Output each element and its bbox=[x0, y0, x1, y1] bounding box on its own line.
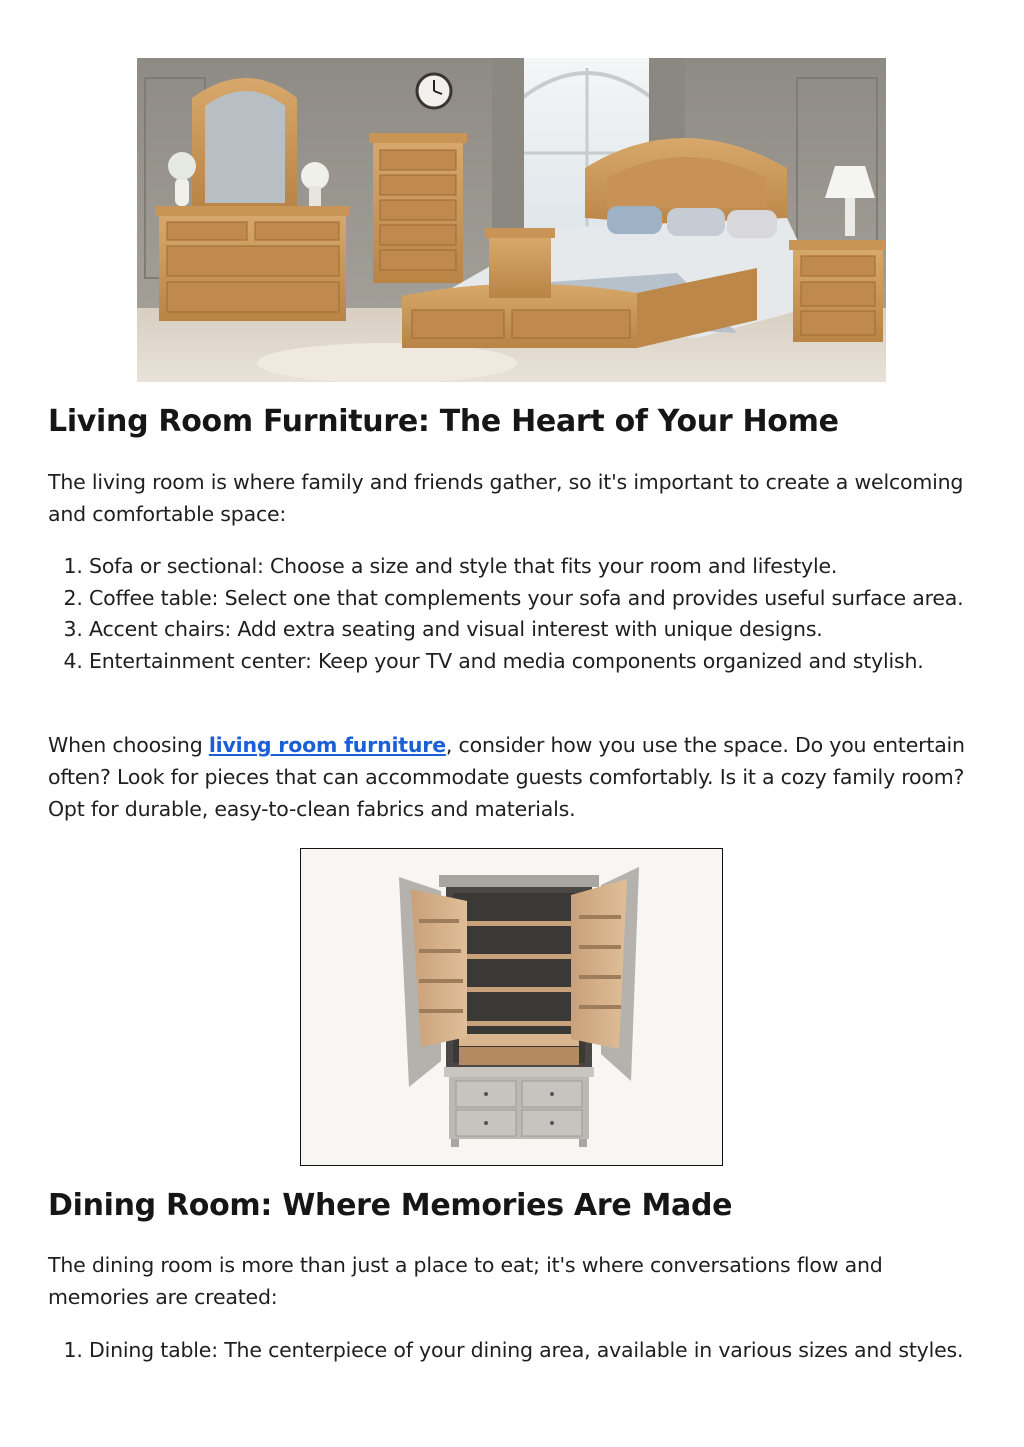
living-room-intro: The living room is where family and friends gather, so it's important to create a welcoming and comfortable space: bbox=[48, 470, 964, 526]
paragraph-text: , consider how you use the space. Do you entertain often? Look for pieces that can accommodate guests comfortably. Is it a cozy family room? Opt for durable, easy-to-clean fabrics and materials. bbox=[48, 733, 965, 821]
dining-room-list bbox=[48, 1335, 989, 1367]
living-room-paragraph bbox=[48, 729, 988, 825]
list-item: 4. Entertainment center: Keep your TV and media components organized and stylish. bbox=[89, 646, 989, 678]
list-item: 1. Sofa or sectional: Choose a size and style that fits your room and lifestyle. bbox=[89, 551, 989, 583]
section-heading-living-room: Living Room Furniture: The Heart of Your Home bbox=[48, 404, 839, 439]
list-item: 1. Dining table: The centerpiece of your dining area, available in various sizes and styles. bbox=[89, 1335, 989, 1367]
dining-room-intro: The dining room is more than just a place to eat; it's where conversations flow and memories are created: bbox=[48, 1253, 883, 1309]
paragraph-text: When choosing bbox=[48, 733, 209, 757]
bedroom-illustration bbox=[137, 58, 886, 382]
bedroom-furniture-image bbox=[137, 58, 886, 382]
list-item: 3. Accent chairs: Add extra seating and visual interest with unique designs. bbox=[89, 614, 989, 646]
pantry-cabinet-image bbox=[300, 848, 723, 1166]
living-room-list bbox=[48, 551, 989, 677]
living-room-furniture-link[interactable]: living room furniture bbox=[208, 733, 446, 757]
section-heading-dining-room: Dining Room: Where Memories Are Made bbox=[48, 1188, 733, 1223]
cabinet-illustration bbox=[301, 849, 722, 1165]
list-item: 2. Coffee table: Select one that complements your sofa and provides useful surface area. bbox=[89, 583, 989, 615]
